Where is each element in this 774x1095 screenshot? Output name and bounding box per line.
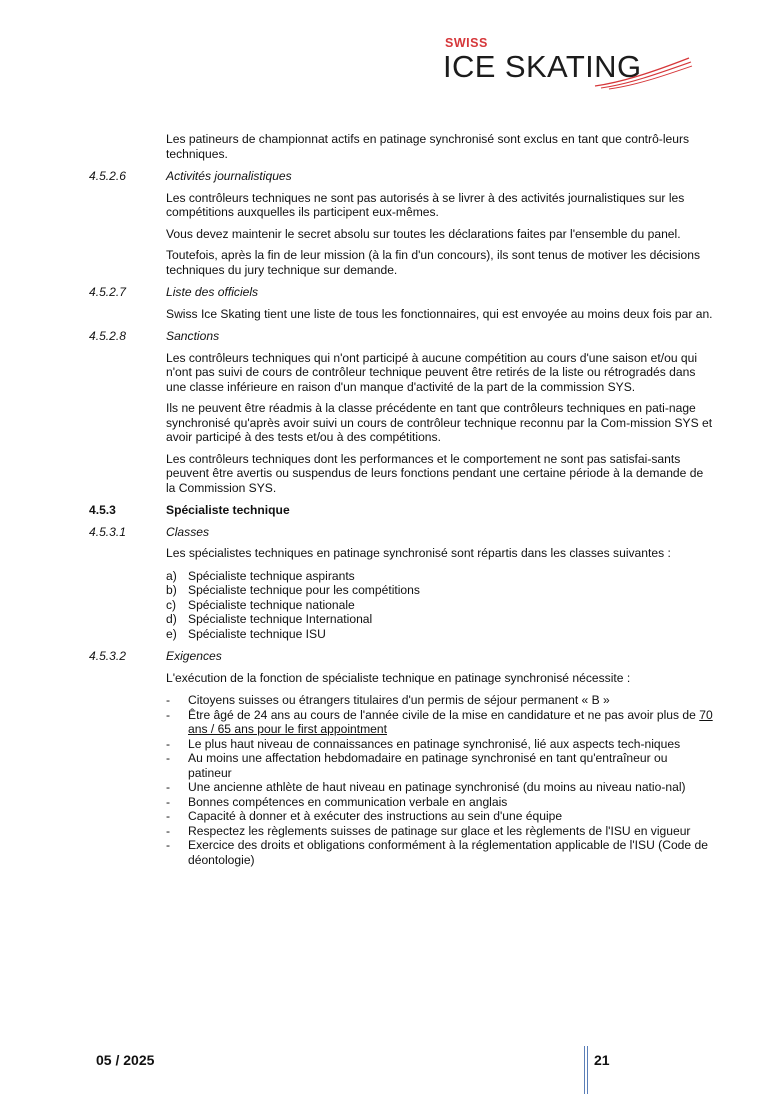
- list-item: - Citoyens suisses ou étrangers titulaires d'un permis de séjour permanent « B »: [166, 693, 610, 707]
- section-title: Sanctions: [166, 329, 220, 343]
- list-item: - Le plus haut niveau de connaissances en patinage synchronisé, lié aux aspects tech-niques: [166, 736, 681, 751]
- list-item: e) Spécialiste technique ISU: [166, 626, 326, 641]
- page-number: 21: [594, 1052, 610, 1068]
- section-title: Exigences: [166, 649, 222, 663]
- underlined-text: 70 ans / 65 ans pour le first appointment: [188, 707, 713, 736]
- heading-4-5-2-6: [89, 169, 713, 184]
- swiss-ice-skating-logo: [443, 36, 693, 90]
- paragraph: Ils ne peuvent être réadmis à la classe précédente en tant que contrôleurs techniques en pati-nage synchronisé qu'après avoir suivi un cours de contrôleur technique reconnu par la Com-mission SYS et avoir participé à des tests et/ou à des compétitions.: [166, 401, 713, 444]
- footer-divider: [584, 1046, 585, 1094]
- section-number: 4.5.3.2: [89, 649, 126, 663]
- list-item: - Au moins une affectation hebdomadaire en patinage synchronisé en tant qu'entraîneur ou patineur: [166, 751, 668, 780]
- requirements-list: [166, 693, 713, 867]
- section-title: Liste des officiels: [166, 285, 259, 299]
- heading-4-5-2-7: [89, 285, 713, 300]
- section-number: 4.5.3.1: [89, 524, 126, 539]
- section-title: Activités journalistiques: [166, 169, 292, 183]
- footer-date: 05 / 2025: [96, 1052, 155, 1068]
- heading-4-5-3-1: [89, 525, 713, 540]
- section-number: 4.5.2.6: [89, 169, 126, 183]
- list-item: - Une ancienne athlète de haut niveau en patinage synchronisé (du moins au niveau natio-nal): [166, 780, 686, 794]
- heading-4-5-2-8: [89, 329, 713, 344]
- list-item: a) Spécialiste technique aspirants: [166, 568, 355, 583]
- classes-list: [166, 569, 713, 642]
- list-item: - Être âgé de 24 ans au cours de l'année civile de la mise en candidature et ne pas avoir plus de 70 ans / 65 ans pour le first appointment: [166, 707, 713, 736]
- section-number: 4.5.3: [89, 503, 116, 517]
- logo-swoosh-icon: [593, 54, 693, 90]
- paragraph-intro: Les patineurs de championnat actifs en patinage synchronisé sont exclus en tant que contrô-leurs techniques.: [166, 132, 690, 161]
- paragraph: Les contrôleurs techniques ne sont pas autorisés à se livrer à des activités journalistiques sur les compétitions auxquelles ils participent eux-mêmes.: [166, 190, 685, 219]
- list-item: c) Spécialiste technique nationale: [166, 597, 355, 612]
- paragraph: Les spécialistes techniques en patinage synchronisé sont répartis dans les classes suivantes :: [166, 546, 671, 560]
- heading-4-5-3-2: [89, 649, 713, 664]
- section-number: 4.5.2.7: [89, 285, 126, 299]
- logo-swiss-text: SWISS: [445, 36, 488, 50]
- paragraph: L'exécution de la fonction de spécialiste technique en patinage synchronisé nécessite :: [166, 670, 631, 685]
- list-item: - Bonnes compétences en communication verbale en anglais: [166, 794, 508, 809]
- footer-divider: [587, 1046, 588, 1094]
- heading-4-5-3: [89, 503, 713, 518]
- paragraph: Swiss Ice Skating tient une liste de tous les fonctionnaires, qui est envoyée au moins deux fois par an.: [166, 306, 713, 321]
- list-item: - Exercice des droits et obligations conformément à la réglementation applicable de l'ISU (Code de déontologie): [166, 838, 708, 867]
- paragraph: Les contrôleurs techniques dont les performances et le comportement ne sont pas satisfai-sants peuvent être avertis ou suspendus de leurs fonctions pendant une certaine période à la demande de la Commission SYS.: [166, 451, 704, 495]
- list-item: b) Spécialiste technique pour les compétitions: [166, 583, 420, 597]
- section-title: Classes: [166, 524, 210, 539]
- document-body: [89, 132, 713, 867]
- section-number: 4.5.2.8: [89, 329, 126, 343]
- logo-ice-skating-text: ICE SKATING: [443, 49, 642, 84]
- list-item: - Capacité à donner et à exécuter des instructions au sein d'une équipe: [166, 809, 563, 823]
- section-title: Spécialiste technique: [166, 503, 290, 517]
- list-item: - Respectez les règlements suisses de patinage sur glace et les règlements de l'ISU en vigueur: [166, 823, 691, 838]
- list-item: d) Spécialiste technique International: [166, 612, 373, 626]
- paragraph: Toutefois, après la fin de leur mission (à la fin d'un concours), ils sont tenus de motiver les décisions techniques du jury technique sur demande.: [166, 248, 701, 277]
- paragraph: Les contrôleurs techniques qui n'ont participé à aucune compétition au cours d'une saison et/ou qui n'ont pas suivi de cours de contrôleur technique peuvent être retirés de la liste ou rétrogradés dans une classe inférieure en raison d'un manque d'activité de la part de la commission SYS.: [166, 350, 698, 394]
- paragraph: Vous devez maintenir le secret absolu sur toutes les déclarations faites par l'ensemble du panel.: [166, 226, 681, 241]
